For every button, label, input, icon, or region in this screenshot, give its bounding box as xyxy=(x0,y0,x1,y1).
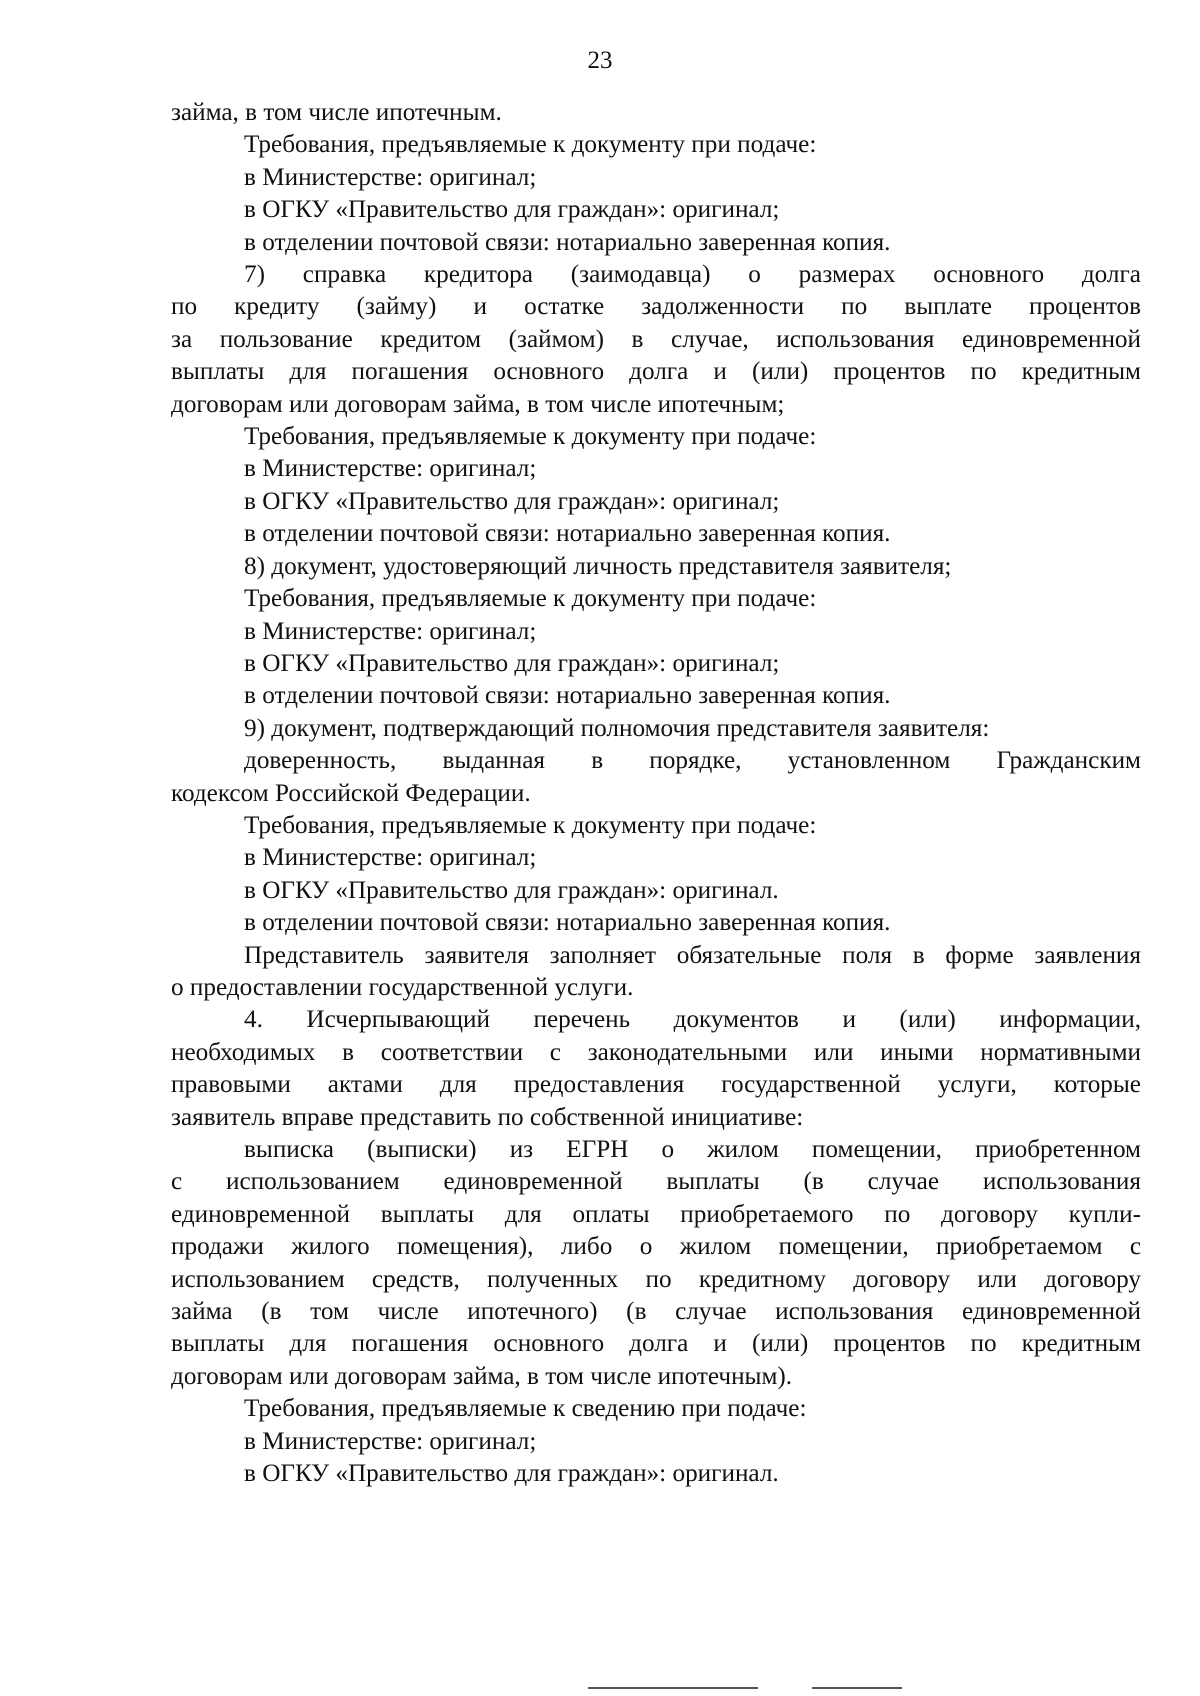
text-line: 4. Исчерпывающий перечень документов и (или) информации, xyxy=(244,1006,1141,1034)
text-line: использованием средств, полученных по кредитному договору или договору xyxy=(171,1265,1141,1293)
text-line: правовыми актами для предоставления государственной услуги, которые xyxy=(171,1071,1141,1099)
text-line: Требования, предъявляемые к документу при подаче: xyxy=(244,811,817,839)
text-line: в Министерстве: оригинал; xyxy=(244,617,537,645)
text-line: Требования, предъявляемые к документу при подаче: xyxy=(244,131,817,159)
text-line: доверенность, выданная в порядке, установленном Гражданским xyxy=(244,747,1141,775)
text-line: Представитель заявителя заполняет обязательные поля в форме заявления xyxy=(244,941,1141,969)
text-line: в Министерстве: оригинал; xyxy=(244,163,537,191)
text-line: в отделении почтовой связи: нотариально заверенная копия. xyxy=(244,682,891,710)
text-line: по кредиту (займу) и остатке задолженности по выплате процентов xyxy=(171,293,1141,321)
document-body xyxy=(171,97,1141,1490)
footer-rule xyxy=(812,1687,902,1689)
text-line: в ОГКУ «Правительство для граждан»: оригинал; xyxy=(244,487,780,515)
text-line: в отделении почтовой связи: нотариально заверенная копия. xyxy=(244,520,891,548)
text-line: с использованием единовременной выплаты (в случае использования xyxy=(171,1168,1141,1196)
text-line: кодексом Российской Федерации. xyxy=(171,779,531,807)
text-line: в Министерстве: оригинал; xyxy=(244,1427,537,1455)
text-line: продажи жилого помещения), либо о жилом помещении, приобретаемом с xyxy=(171,1233,1141,1261)
text-line: договорам или договорам займа, в том числе ипотечным; xyxy=(171,390,785,418)
text-line: Требования, предъявляемые к документу при подаче: xyxy=(244,423,817,451)
text-line: в ОГКУ «Правительство для граждан»: оригинал; xyxy=(244,649,780,677)
text-line: в ОГКУ «Правительство для граждан»: оригинал. xyxy=(244,876,779,904)
text-line: 8) документ, удостоверяющий личность представителя заявителя; xyxy=(244,552,952,580)
text-line: в ОГКУ «Правительство для граждан»: оригинал. xyxy=(244,1460,779,1488)
text-line: выписка (выписки) из ЕГРН о жилом помещении, приобретенном xyxy=(244,1136,1141,1163)
text-line: необходимых в соответствии с законодательными или иными нормативными xyxy=(171,1038,1141,1066)
text-line: займа (в том числе ипотечного) (в случае использования единовременной xyxy=(171,1298,1141,1326)
text-line: за пользование кредитом (займом) в случае, использования единовременной xyxy=(171,325,1141,353)
text-line: выплаты для погашения основного долга и (или) процентов по кредитным xyxy=(171,358,1141,386)
text-line: в ОГКУ «Правительство для граждан»: оригинал; xyxy=(244,196,780,224)
text-line: заявитель вправе представить по собственной инициативе: xyxy=(171,1103,804,1131)
text-line: в Министерстве: оригинал; xyxy=(244,455,537,483)
text-line: 7) справка кредитора (заимодавца) о размерах основного долга xyxy=(244,261,1141,289)
text-line: в Министерстве: оригинал; xyxy=(244,844,537,872)
text-line: выплаты для погашения основного долга и (или) процентов по кредитным xyxy=(171,1330,1141,1358)
text-line: займа, в том числе ипотечным. xyxy=(171,99,502,126)
text-line: Требования, предъявляемые к сведению при подаче: xyxy=(244,1395,807,1423)
text-line: в отделении почтовой связи: нотариально заверенная копия. xyxy=(244,228,891,256)
text-line: Требования, предъявляемые к документу при подаче: xyxy=(244,585,817,613)
text-line: в отделении почтовой связи: нотариально заверенная копия. xyxy=(244,909,891,937)
text-line: о предоставлении государственной услуги. xyxy=(171,973,634,1001)
text-line: единовременной выплаты для оплаты приобретаемого по договору купли- xyxy=(171,1200,1141,1228)
footer-rule xyxy=(588,1687,758,1689)
text-line: 9) документ, подтверждающий полномочия представителя заявителя: xyxy=(244,714,990,742)
page-number: 23 xyxy=(587,47,613,74)
text-line: договорам или договорам займа, в том числе ипотечным). xyxy=(171,1362,793,1390)
